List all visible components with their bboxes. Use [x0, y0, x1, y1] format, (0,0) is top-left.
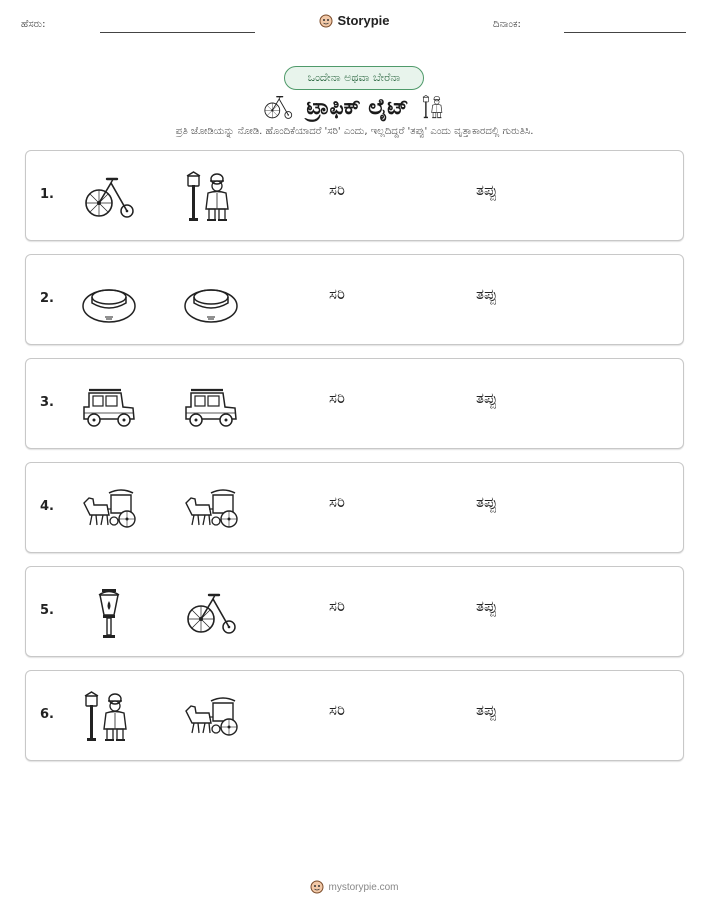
street-lamp-icon [81, 585, 137, 641]
correct-option[interactable]: ಸರಿ [329, 389, 345, 407]
push-button-icon [183, 273, 239, 329]
footer-site[interactable]: mystorypie.com [328, 881, 399, 893]
footer [0, 880, 709, 894]
question-number: 1. [40, 187, 54, 202]
question-row [25, 150, 684, 241]
question-row [25, 254, 684, 345]
brand-name: Storypie [337, 13, 390, 28]
wrong-option[interactable]: ತಪ್ಪು [476, 701, 498, 719]
name-label: ಹೆಸರು: [21, 19, 46, 30]
worksheet-tag: ಒಂದೇನಾ ಅಥವಾ ಬೇರೆನಾ [284, 66, 424, 90]
title-row [0, 90, 709, 124]
question-number: 6. [40, 707, 54, 722]
correct-option[interactable]: ಸರಿ [329, 597, 345, 615]
vintage-car-icon [81, 377, 137, 433]
date-field-line[interactable] [564, 32, 686, 33]
traffic-policeman-icon [421, 91, 447, 123]
storypie-mascot-icon [319, 14, 333, 28]
question-number: 3. [40, 395, 54, 410]
name-field-line[interactable] [100, 32, 255, 33]
page-title: ಟ್ರಾಫಿಕ್ ಲೈಟ್ [306, 94, 409, 120]
wrong-option[interactable]: ತಪ್ಪು [476, 389, 498, 407]
question-row [25, 462, 684, 553]
traffic-policeman-icon [183, 169, 239, 225]
penny-farthing-bicycle-icon [262, 91, 294, 123]
question-row [25, 358, 684, 449]
wrong-option[interactable]: ತಪ್ಪು [476, 285, 498, 303]
question-number: 5. [40, 603, 54, 618]
correct-option[interactable]: ಸರಿ [329, 285, 345, 303]
correct-option[interactable]: ಸರಿ [329, 701, 345, 719]
question-number: 4. [40, 499, 54, 514]
question-number: 2. [40, 291, 54, 306]
horse-carriage-icon [183, 481, 239, 537]
traffic-policeman-icon [81, 689, 137, 745]
horse-carriage-icon [183, 689, 239, 745]
horse-carriage-icon [81, 481, 137, 537]
penny-farthing-bicycle-icon [183, 585, 239, 641]
question-row [25, 566, 684, 657]
date-label: ದಿನಾಂಕ: [493, 19, 521, 30]
vintage-car-icon [183, 377, 239, 433]
wrong-option[interactable]: ತಪ್ಪು [476, 597, 498, 615]
question-row [25, 670, 684, 761]
instructions: ಪ್ರತಿ ಜೋಡಿಯನ್ನು ನೋಡಿ. ಹೊಂದಿಕೆಯಾದರೆ 'ಸರಿ' ಎಂದು, ಇಲ್ಲದಿದ್ದರೆ 'ತಪ್ಪು' ಎಂದು ವೃತ್ತಾಕಾರದಲ್ಲಿ ಗುರುತಿಸಿ. [175, 126, 534, 137]
wrong-option[interactable]: ತಪ್ಪು [476, 493, 498, 511]
penny-farthing-bicycle-icon [81, 169, 137, 225]
wrong-option[interactable]: ತಪ್ಪು [476, 181, 498, 199]
correct-option[interactable]: ಸರಿ [329, 493, 345, 511]
storypie-mascot-icon [310, 880, 324, 894]
brand-logo [0, 13, 709, 28]
correct-option[interactable]: ಸರಿ [329, 181, 345, 199]
push-button-icon [81, 273, 137, 329]
